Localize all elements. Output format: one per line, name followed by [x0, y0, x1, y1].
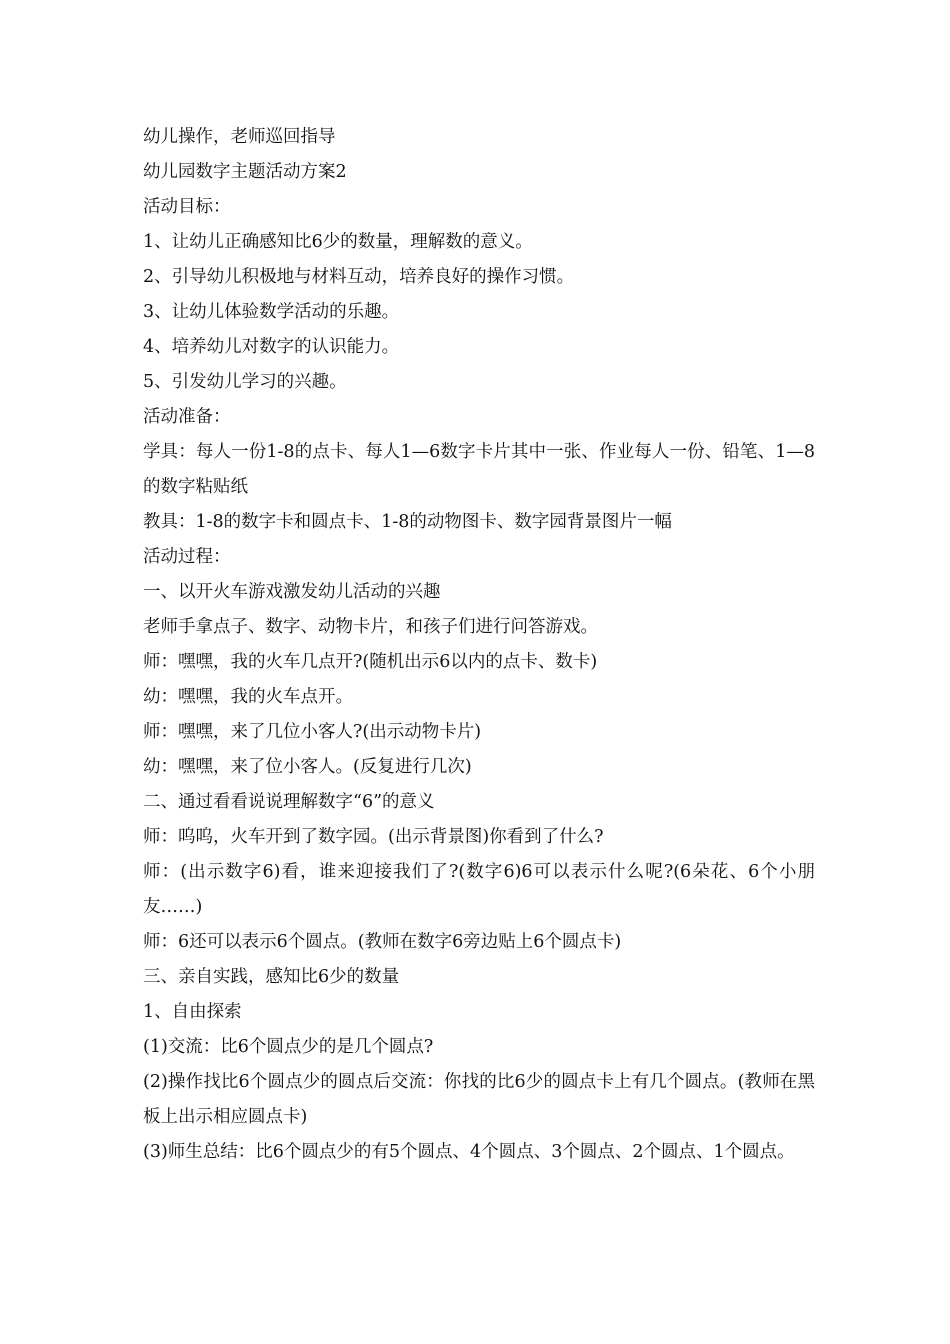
paragraph: 学具：每人一份1-8的点卡、每人1—6数字卡片其中一张、作业每人一份、铅笔、1—8的数字粘贴纸 — [143, 442, 815, 497]
dialogue-line: 幼：嘿嘿，我的火车点开。 — [143, 687, 353, 707]
step-heading: 三、亲自实践，感知比6少的数量 — [143, 967, 400, 987]
paragraph: 教具：1-8的数字卡和圆点卡、1-8的动物图卡、数字园背景图片一幅 — [143, 512, 672, 532]
dialogue-line: 师：嘿嘿，我的火车几点开?(随机出示6以内的点卡、数卡) — [143, 652, 598, 672]
document-body — [143, 120, 815, 1170]
sub-heading: 1、自由探索 — [143, 1002, 242, 1022]
section-title: 幼儿园数字主题活动方案2 — [143, 162, 347, 182]
list-item: 2、引导幼儿积极地与材料互动，培养良好的操作习惯。 — [143, 267, 575, 287]
heading-goals: 活动目标： — [143, 197, 231, 217]
dialogue-line: 幼：嘿嘿，来了位小客人。(反复进行几次) — [143, 757, 472, 777]
dialogue-line: 师：(出示数字6)看，谁来迎接我们了?(数字6)6可以表示什么呢?(6朵花、6个小朋友……) — [143, 862, 815, 917]
paragraph: (2)操作找比6个圆点少的圆点后交流：你找的比6少的圆点卡上有几个圆点。(教师在黑板上出示相应圆点卡) — [143, 1072, 815, 1127]
list-item: 1、让幼儿正确感知比6少的数量，理解数的意义。 — [143, 232, 533, 252]
list-item: 4、培养幼儿对数字的认识能力。 — [143, 337, 400, 357]
list-item: 3、让幼儿体验数学活动的乐趣。 — [143, 302, 400, 322]
dialogue-line: 师：6还可以表示6个圆点。(教师在数字6旁边贴上6个圆点卡) — [143, 932, 622, 952]
heading-preparation: 活动准备： — [143, 407, 231, 427]
paragraph: 幼儿操作，老师巡回指导 — [143, 127, 336, 147]
paragraph: 老师手拿点子、数字、动物卡片，和孩子们进行问答游戏。 — [143, 617, 598, 637]
list-item: 5、引发幼儿学习的兴趣。 — [143, 372, 347, 392]
dialogue-line: 师：嘿嘿，来了几位小客人?(出示动物卡片) — [143, 722, 482, 742]
paragraph: (3)师生总结：比6个圆点少的有5个圆点、4个圆点、3个圆点、2个圆点、1个圆点。 — [143, 1142, 795, 1162]
heading-process: 活动过程： — [143, 547, 231, 567]
paragraph: (1)交流：比6个圆点少的是几个圆点? — [143, 1037, 434, 1057]
step-heading: 一、以开火车游戏激发幼儿活动的兴趣 — [143, 582, 441, 602]
step-heading: 二、通过看看说说理解数字“6”的意义 — [143, 792, 435, 812]
dialogue-line: 师：呜呜，火车开到了数字园。(出示背景图)你看到了什么? — [143, 827, 604, 847]
